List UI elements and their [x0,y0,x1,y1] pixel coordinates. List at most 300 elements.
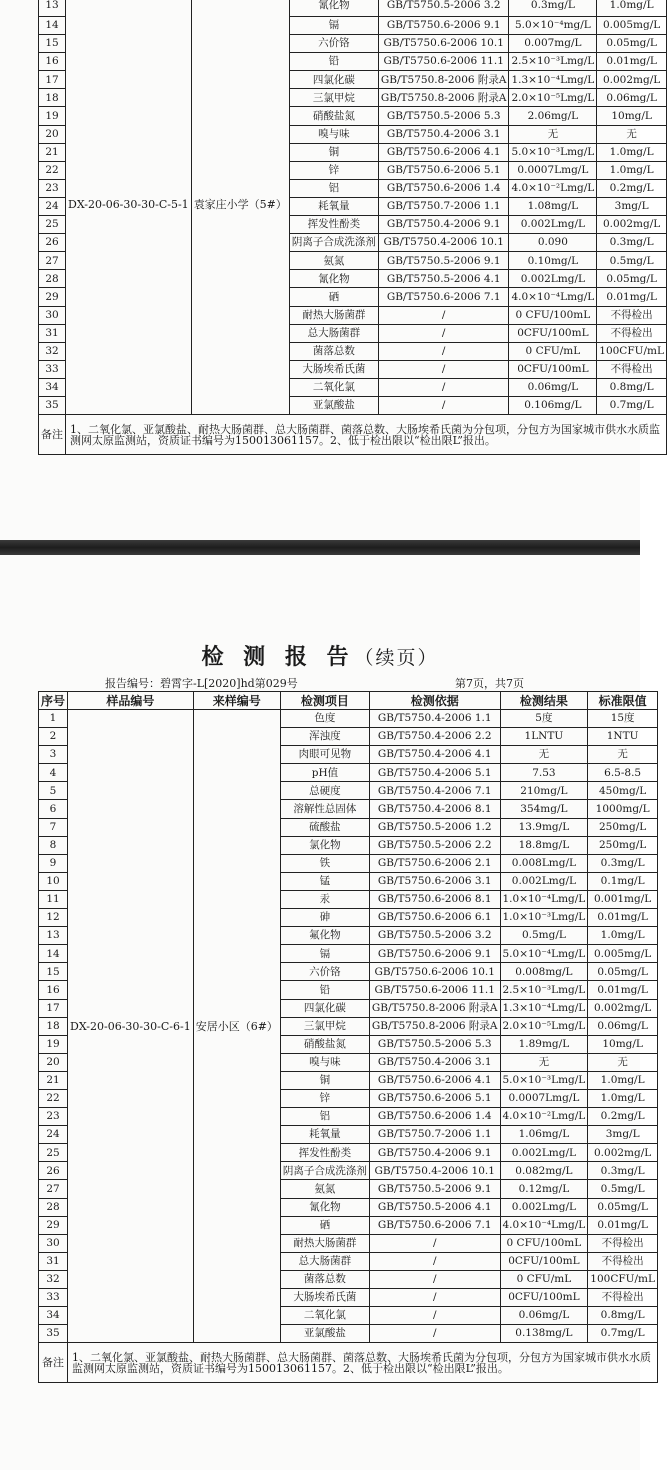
test-item: 菌落总数 [289,342,378,360]
standard-limit: 10mg/L [597,107,667,125]
row-number: 17 [39,999,68,1017]
test-item: 氰化物 [280,1198,369,1216]
test-method: / [369,1252,500,1270]
row-number: 23 [39,179,66,197]
test-result: 0.082mg/L [500,1162,588,1180]
header-no: 序号 [39,692,68,710]
row-number: 22 [39,1089,68,1107]
test-method: / [369,1270,500,1288]
test-result: 0CFU/100mL [500,1289,588,1307]
standard-limit: 0.05mg/L [588,963,658,981]
test-result: 1.3×10⁻⁴Lmg/L [509,71,597,89]
standard-limit: 3mg/L [588,1126,658,1144]
standard-limit: 0.1mg/L [588,872,658,890]
test-result: 5.0×10⁻³Lmg/L [509,143,597,161]
note-label: 备注 [39,1343,68,1383]
test-result: 2.5×10⁻³Lmg/L [500,981,588,999]
test-item: 铝 [289,179,378,197]
test-result: 0.06mg/L [509,378,597,396]
test-result: 0 CFU/100mL [500,1234,588,1252]
row-number: 13 [39,0,66,17]
test-method: / [369,1307,500,1325]
test-item: 亚氯酸盐 [280,1325,369,1343]
row-number: 25 [39,216,66,234]
test-result: 2.06mg/L [509,107,597,125]
test-item: 六价铬 [289,35,378,53]
test-method: GB/T5750.4-2006 5.1 [369,764,500,782]
sample-source: 袁家庄小学（5#） [191,0,289,415]
test-item: 铝 [280,1108,369,1126]
row-number: 13 [39,927,68,945]
standard-limit: 无 [597,125,667,143]
test-method: GB/T5750.4-2006 3.1 [378,125,509,143]
standard-limit: 不得检出 [588,1234,658,1252]
test-result: 1.08mg/L [509,197,597,215]
report-title-suffix: （续页） [354,647,439,669]
test-method: GB/T5750.8-2006 附录A [378,71,509,89]
standard-limit: 无 [588,746,658,764]
standard-limit: 0.5mg/L [597,252,667,270]
test-result: 0.008mg/L [500,963,588,981]
test-method: GB/T5750.8-2006 附录A [369,1017,500,1035]
test-method: GB/T5750.6-2006 10.1 [378,35,509,53]
test-item: 亚氯酸盐 [289,396,378,414]
standard-limit: 0.01mg/L [588,981,658,999]
standard-limit: 0.2mg/L [597,179,667,197]
row-number: 5 [39,782,68,800]
test-result: 0.5mg/L [500,927,588,945]
test-result: 354mg/L [500,800,588,818]
row-number: 11 [39,890,68,908]
test-method: GB/T5750.5-2006 2.2 [369,836,500,854]
test-item: 氨氮 [280,1180,369,1198]
test-item: 挥发性酚类 [289,216,378,234]
row-number: 34 [39,378,66,396]
table-row [39,0,667,17]
standard-limit: 0.06mg/L [597,89,667,107]
standard-limit: 0.002mg/L [588,999,658,1017]
test-item: 三氯甲烷 [280,1017,369,1035]
test-result: 0.12mg/L [500,1180,588,1198]
row-number: 18 [39,89,66,107]
test-item: 耗氧量 [289,197,378,215]
test-method: GB/T5750.4-2006 9.1 [378,216,509,234]
row-number: 31 [39,324,66,342]
standard-limit: 1NTU [588,728,658,746]
test-item: 四氯化碳 [289,71,378,89]
test-result: 0.106mg/L [509,396,597,414]
test-result: 0.002Lmg/L [500,872,588,890]
row-number: 20 [39,125,66,143]
report-number: 报告编号：碧霄字-L[2020]hd第029号 [105,677,298,690]
row-number: 21 [39,143,66,161]
standard-limit: 0.2mg/L [588,1108,658,1126]
test-result: 0.0007Lmg/L [500,1089,588,1107]
row-number: 8 [39,836,68,854]
test-item: 硝酸盐氮 [289,107,378,125]
test-method: GB/T5750.6-2006 7.1 [378,288,509,306]
sample-id: DX-20-06-30-30-C-5-1 [66,0,192,415]
test-item: 硒 [280,1216,369,1234]
test-item: 汞 [280,890,369,908]
test-item: 硝酸盐氮 [280,1035,369,1053]
test-result: 0.090 [509,234,597,252]
test-result: 0 CFU/100mL [509,306,597,324]
test-result: 1.0×10⁻⁴Lmg/L [500,890,588,908]
test-result: 0.002Lmg/L [500,1198,588,1216]
standard-limit: 1.0mg/L [588,1089,658,1107]
results-table-previous [38,0,667,455]
test-result: 无 [509,125,597,143]
test-result: 0.002Lmg/L [509,270,597,288]
test-method: GB/T5750.5-2006 5.3 [369,1035,500,1053]
test-method: GB/T5750.6-2006 9.1 [378,17,509,35]
row-number: 26 [39,234,66,252]
test-result: 2.0×10⁻⁵Lmg/L [509,89,597,107]
test-method: GB/T5750.5-2006 1.2 [369,818,500,836]
row-number: 28 [39,270,66,288]
test-result: 1.0×10⁻³Lmg/L [500,909,588,927]
test-result: 0CFU/100mL [509,360,597,378]
test-item: 铁 [280,854,369,872]
test-result: 0 CFU/mL [509,342,597,360]
test-method: GB/T5750.4-2006 1.1 [369,710,500,728]
standard-limit: 0.3mg/L [588,1162,658,1180]
test-item: 氰化物 [289,0,378,17]
standard-limit: 0.7mg/L [597,396,667,414]
row-number: 30 [39,306,66,324]
row-number: 29 [39,288,66,306]
test-item: 二氧化氯 [289,378,378,396]
test-item: 耐热大肠菌群 [280,1234,369,1252]
test-result: 0.3mg/L [509,0,597,17]
test-item: 硒 [289,288,378,306]
test-result: 0.0007Lmg/L [509,161,597,179]
row-number: 27 [39,252,66,270]
report-title-text: 检 测 报 告 [201,644,355,670]
test-method: GB/T5750.6-2006 7.1 [369,1216,500,1234]
test-item: 六价铬 [280,963,369,981]
row-number: 16 [39,981,68,999]
test-result: 2.5×10⁻³Lmg/L [509,53,597,71]
test-method: / [378,360,509,378]
test-item: 三氯甲烷 [289,89,378,107]
header-result: 检测结果 [500,692,588,710]
test-method: GB/T5750.5-2006 4.1 [369,1198,500,1216]
report-title [0,640,640,671]
test-item: 锰 [280,872,369,890]
test-item: 氯化物 [280,836,369,854]
table-header-row [39,692,658,710]
test-item: 浑浊度 [280,728,369,746]
header-source: 来样编号 [193,692,280,710]
test-item: 总大肠菌群 [280,1252,369,1270]
test-method: GB/T5750.4-2006 8.1 [369,800,500,818]
standard-limit: 1.0mg/L [597,161,667,179]
test-result: 1.3×10⁻⁴Lmg/L [500,999,588,1017]
row-number: 22 [39,161,66,179]
test-method: GB/T5750.8-2006 附录A [378,89,509,107]
row-number: 7 [39,818,68,836]
standard-limit: 无 [588,1053,658,1071]
test-result: 0CFU/100mL [500,1252,588,1270]
test-method: / [378,378,509,396]
test-method: GB/T5750.7-2006 1.1 [378,197,509,215]
standard-limit: 100CFU/mL [597,342,667,360]
test-method: GB/T5750.6-2006 9.1 [369,945,500,963]
test-result: 4.0×10⁻²Lmg/L [500,1108,588,1126]
test-item: 硫酸盐 [280,818,369,836]
test-result: 1.06mg/L [500,1126,588,1144]
row-number: 14 [39,945,68,963]
test-item: 嗅与味 [289,125,378,143]
test-item: 锌 [289,161,378,179]
test-item: 氨氮 [289,252,378,270]
table-row [39,710,658,728]
test-method: GB/T5750.5-2006 9.1 [369,1180,500,1198]
test-method: GB/T5750.6-2006 1.4 [369,1108,500,1126]
test-method: GB/T5750.7-2006 1.1 [369,1126,500,1144]
standard-limit: 0.7mg/L [588,1325,658,1343]
test-method: GB/T5750.6-2006 4.1 [378,143,509,161]
test-method: GB/T5750.6-2006 3.1 [369,872,500,890]
test-item: 四氯化碳 [280,999,369,1017]
note-row [39,1343,658,1383]
row-number: 24 [39,1126,68,1144]
test-method: GB/T5750.5-2006 3.2 [369,927,500,945]
standard-limit: 不得检出 [597,306,667,324]
test-method: GB/T5750.4-2006 10.1 [378,234,509,252]
test-item: 铜 [289,143,378,161]
test-result: 无 [500,1053,588,1071]
standard-limit: 0.3mg/L [597,234,667,252]
test-result: 0CFU/100mL [509,324,597,342]
standard-limit: 不得检出 [588,1252,658,1270]
standard-limit: 不得检出 [588,1289,658,1307]
test-item: 总大肠菌群 [289,324,378,342]
note-text: 1、二氧化氯、亚氯酸盐、耐热大肠菌群、总大肠菌群、菌落总数、大肠埃希氏菌为分包项，分包方为国家城市供水水质监测网太原监测站，资质证书编号为150013061157。2、低于检出限以“检出限L”报出。 [66,415,667,455]
page-separator [0,540,640,555]
row-number: 24 [39,197,66,215]
test-method: GB/T5750.6-2006 11.1 [369,981,500,999]
row-number: 14 [39,17,66,35]
test-method: GB/T5750.6-2006 5.1 [378,161,509,179]
row-number: 20 [39,1053,68,1071]
standard-limit: 0.8mg/L [597,378,667,396]
test-item: 锌 [280,1089,369,1107]
row-number: 2 [39,728,68,746]
test-item: 砷 [280,909,369,927]
test-item: 铜 [280,1071,369,1089]
standard-limit: 0.01mg/L [597,53,667,71]
test-item: 大肠埃希氏菌 [289,360,378,378]
row-number: 4 [39,764,68,782]
test-item: 二氧化氯 [280,1307,369,1325]
test-method: GB/T5750.6-2006 8.1 [369,890,500,908]
standard-limit: 0.05mg/L [597,35,667,53]
row-number: 19 [39,1035,68,1053]
standard-limit: 1.0mg/L [588,927,658,945]
standard-limit: 0.002mg/L [588,1144,658,1162]
row-number: 29 [39,1216,68,1234]
row-number: 25 [39,1144,68,1162]
note-text: 1、二氧化氯、亚氯酸盐、耐热大肠菌群、总大肠菌群、菌落总数、大肠埃希氏菌为分包项，分包方为国家城市供水水质监测网太原监测站，资质证书编号为150013061157。2、低于检出限以“检出限L”报出。 [68,1343,658,1383]
test-result: 5.0×10⁻⁴Lmg/L [500,945,588,963]
row-number: 35 [39,1325,68,1343]
standard-limit: 250mg/L [588,836,658,854]
standard-limit: 1.0mg/L [597,0,667,17]
test-result: 7.53 [500,764,588,782]
standard-limit: 0.001mg/L [588,890,658,908]
test-item: 大肠埃希氏菌 [280,1289,369,1307]
row-number: 27 [39,1180,68,1198]
standard-limit: 不得检出 [597,360,667,378]
row-number: 30 [39,1234,68,1252]
test-result: 18.8mg/L [500,836,588,854]
row-number: 33 [39,1289,68,1307]
report-page-previous [0,0,664,540]
test-method: GB/T5750.4-2006 9.1 [369,1144,500,1162]
test-method: GB/T5750.4-2006 10.1 [369,1162,500,1180]
test-method: GB/T5750.4-2006 2.2 [369,728,500,746]
row-number: 12 [39,909,68,927]
test-result: 4.0×10⁻²Lmg/L [509,179,597,197]
standard-limit: 1.0mg/L [588,1071,658,1089]
test-item: 氟化物 [280,927,369,945]
test-method: / [369,1325,500,1343]
standard-limit: 0.002mg/L [597,216,667,234]
standard-limit: 10mg/L [588,1035,658,1053]
test-method: GB/T5750.5-2006 4.1 [378,270,509,288]
row-number: 3 [39,746,68,764]
test-result: 0.10mg/L [509,252,597,270]
standard-limit: 0.002mg/L [597,71,667,89]
row-number: 35 [39,396,66,414]
test-result: 5.0×10⁻⁴mg/L [509,17,597,35]
page-number: 第7页，共7页 [455,677,524,690]
standard-limit: 0.05mg/L [588,1198,658,1216]
test-item: 阴离子合成洗涤剂 [289,234,378,252]
test-item: 铅 [280,981,369,999]
test-method: / [378,396,509,414]
row-number: 31 [39,1252,68,1270]
test-item: 氰化物 [289,270,378,288]
sample-id: DX-20-06-30-30-C-6-1 [68,710,194,1343]
test-item: 铅 [289,53,378,71]
test-item: pH值 [280,764,369,782]
test-result: 5度 [500,710,588,728]
row-number: 17 [39,71,66,89]
row-number: 10 [39,872,68,890]
row-number: 6 [39,800,68,818]
results-table-continued [38,691,658,1383]
row-number: 32 [39,342,66,360]
test-method: GB/T5750.6-2006 2.1 [369,854,500,872]
test-method: GB/T5750.4-2006 7.1 [369,782,500,800]
row-number: 16 [39,53,66,71]
test-item: 挥发性酚类 [280,1144,369,1162]
header-item: 检测项目 [280,692,369,710]
test-method: GB/T5750.6-2006 10.1 [369,963,500,981]
row-number: 15 [39,963,68,981]
test-method: GB/T5750.6-2006 4.1 [369,1071,500,1089]
row-number: 1 [39,710,68,728]
test-method: GB/T5750.8-2006 附录A [369,999,500,1017]
standard-limit: 0.005mg/L [597,17,667,35]
test-method: GB/T5750.5-2006 5.3 [378,107,509,125]
standard-limit: 不得检出 [597,324,667,342]
test-result: 0.06mg/L [500,1307,588,1325]
test-item: 溶解性总固体 [280,800,369,818]
test-result: 4.0×10⁻⁴Lmg/L [509,288,597,306]
test-method: GB/T5750.6-2006 11.1 [378,53,509,71]
standard-limit: 1000mg/L [588,800,658,818]
test-result: 1LNTU [500,728,588,746]
standard-limit: 6.5-8.5 [588,764,658,782]
sample-source: 安居小区（6#） [193,710,280,1343]
test-result: 无 [500,746,588,764]
note-row [39,415,667,455]
test-method: / [369,1234,500,1252]
standard-limit: 250mg/L [588,818,658,836]
row-number: 19 [39,107,66,125]
standard-limit: 0.005mg/L [588,945,658,963]
test-method: GB/T5750.4-2006 3.1 [369,1053,500,1071]
row-number: 18 [39,1017,68,1035]
standard-limit: 3mg/L [597,197,667,215]
header-sample: 样品编号 [68,692,194,710]
test-result: 0.002Lmg/L [509,216,597,234]
standard-limit: 0.3mg/L [588,854,658,872]
test-result: 4.0×10⁻⁴Lmg/L [500,1216,588,1234]
standard-limit: 450mg/L [588,782,658,800]
standard-limit: 0.01mg/L [588,1216,658,1234]
test-result: 0.002Lmg/L [500,1144,588,1162]
row-number: 32 [39,1270,68,1288]
test-method: GB/T5750.5-2006 9.1 [378,252,509,270]
test-item: 耗氧量 [280,1126,369,1144]
test-result: 5.0×10⁻³Lmg/L [500,1071,588,1089]
test-item: 嗅与味 [280,1053,369,1071]
test-item: 耐热大肠菌群 [289,306,378,324]
test-result: 0 CFU/mL [500,1270,588,1288]
test-method: / [378,342,509,360]
test-item: 总硬度 [280,782,369,800]
test-result: 0.138mg/L [500,1325,588,1343]
test-item: 菌落总数 [280,1270,369,1288]
test-method: / [378,324,509,342]
test-result: 0.007mg/L [509,35,597,53]
test-method: / [378,306,509,324]
test-result: 13.9mg/L [500,818,588,836]
row-number: 28 [39,1198,68,1216]
test-method: GB/T5750.6-2006 1.4 [378,179,509,197]
test-item: 色度 [280,710,369,728]
standard-limit: 0.5mg/L [588,1180,658,1198]
header-limit: 标准限值 [588,692,658,710]
row-number: 23 [39,1108,68,1126]
header-method: 检测依据 [369,692,500,710]
test-item: 镉 [289,17,378,35]
test-method: GB/T5750.6-2006 5.1 [369,1089,500,1107]
test-result: 2.0×10⁻⁵Lmg/L [500,1017,588,1035]
test-item: 阴离子合成洗涤剂 [280,1162,369,1180]
row-number: 9 [39,854,68,872]
row-number: 21 [39,1071,68,1089]
standard-limit: 0.06mg/L [588,1017,658,1035]
row-number: 34 [39,1307,68,1325]
row-number: 26 [39,1162,68,1180]
